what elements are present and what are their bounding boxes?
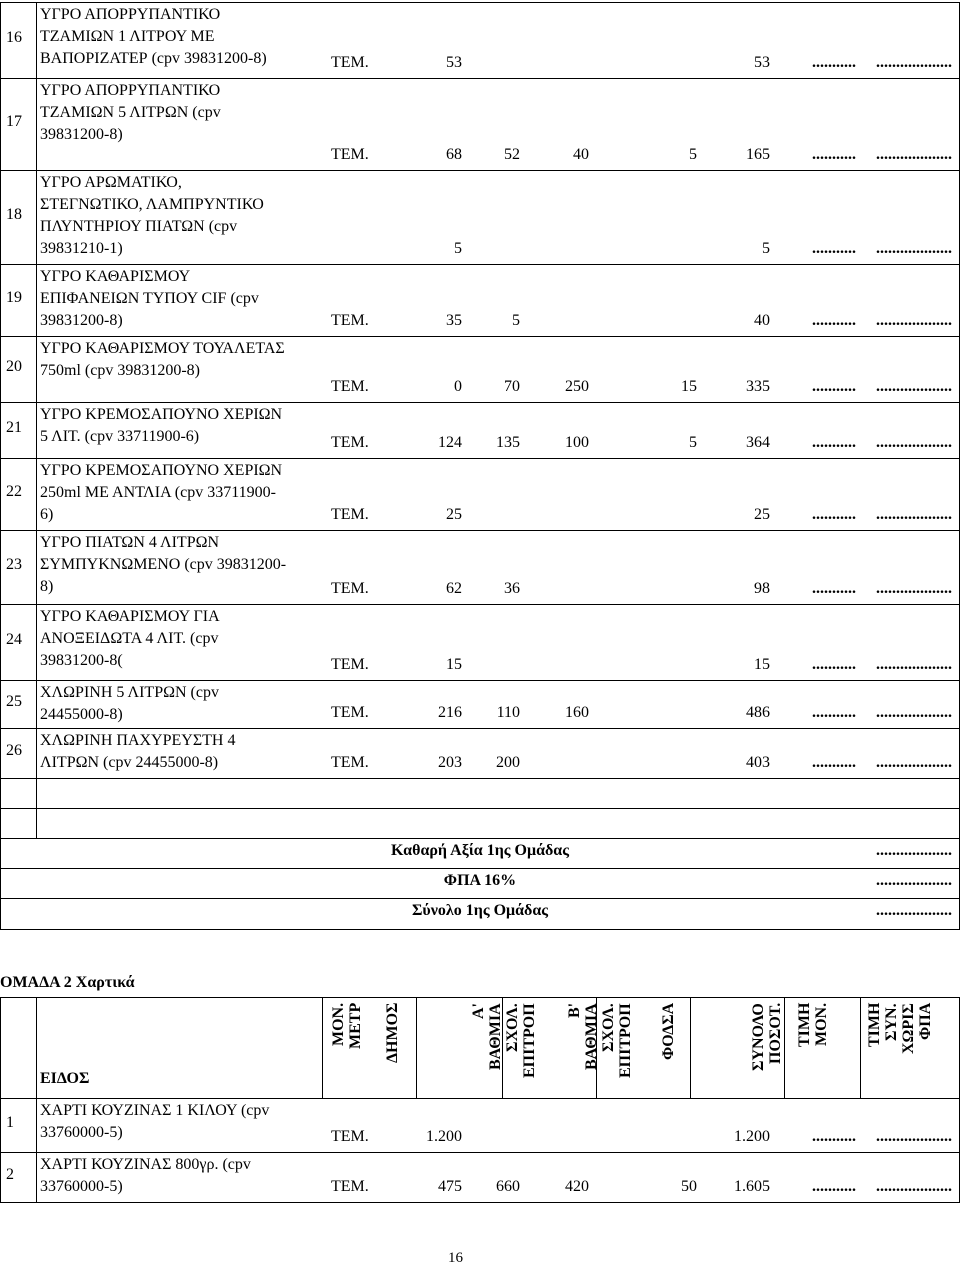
page-number: 16 (448, 1250, 463, 1266)
quantity-value: 53 (446, 54, 462, 71)
header-primary-school-committee (470, 1003, 538, 1094)
unit-price-dots: ........... (812, 754, 856, 771)
grid-line-v (36, 1152, 37, 1202)
quantity-value: 5 (689, 146, 697, 163)
total-price-dots: ................... (876, 378, 952, 395)
row-number: 18 (6, 206, 22, 223)
grid-line-v (36, 997, 37, 1098)
item-description: ΕΠΙΦΑΝΕΙΩΝ ΤΥΠΟΥ CIF (cpv (40, 290, 259, 307)
quantity-value: 25 (446, 506, 462, 523)
grid-line-v (0, 1152, 1, 1202)
item-description: ΧΑΡΤΙ ΚΟΥΖΙΝΑΣ 1 ΚΙΛΟΥ (cpv (40, 1102, 270, 1119)
grid-line-v (416, 997, 417, 1098)
grid-line-v (860, 997, 861, 1098)
quantity-value: 135 (496, 434, 520, 451)
item-description: ΒΑΠΟΡΙΖΑΤΕΡ (cpv 39831200-8) (40, 50, 267, 67)
grid-line-v (36, 1098, 37, 1152)
item-description: 24455000-8) (40, 706, 123, 723)
row-number: 23 (6, 556, 22, 573)
item-description: 750ml (cpv 39831200-8) (40, 362, 200, 379)
total-price-dots: ................... (876, 506, 952, 523)
unit-price-dots: ........... (812, 1178, 856, 1195)
item-description: 250ml ΜΕ ΑΝΤΛΙΑ (cpv 33711900- (40, 484, 276, 501)
total-price-dots: ................... (876, 146, 952, 163)
quantity-value: 5 (762, 240, 770, 257)
row-number: 22 (6, 483, 22, 500)
item-description: 8) (40, 578, 54, 595)
quantity-value: 1.200 (426, 1128, 462, 1145)
quantity-value: 165 (746, 146, 770, 163)
unit-price-dots: ........... (812, 1128, 856, 1145)
total-price-dots: ................... (876, 754, 952, 771)
summary-value-dots: ................... (876, 842, 952, 859)
header-primary-school-committee-text: Α' ΒΑΘΜΙΑ ΣΧΟΛ. ΕΠΙΤΡΟΠ (470, 1003, 538, 1078)
row-number: 2 (6, 1166, 14, 1183)
header-total-price-no-vat-text: ΤΙΜΗ ΣΥΝ. ΧΩΡΙΣ ΦΠΑ (866, 1003, 934, 1054)
total-price-dots: ................... (876, 434, 952, 451)
unit-of-measure: ΤΕΜ. (331, 506, 369, 523)
grid-line-v (0, 997, 1, 1098)
header-total-quantity-text: ΣΥΝΟΛΟ ΠΟΣΟΤ. (750, 1003, 784, 1071)
quantity-value: 35 (446, 312, 462, 329)
quantity-value: 110 (496, 704, 520, 721)
item-description: 39831200-8) (40, 126, 123, 143)
quantity-value: 335 (746, 378, 770, 395)
total-price-dots: ................... (876, 704, 952, 721)
quantity-value: 53 (754, 54, 770, 71)
total-price-dots: ................... (876, 240, 952, 257)
item-description: ΥΓΡΟ ΠΙΑΤΩΝ 4 ΛΙΤΡΩΝ (40, 534, 220, 551)
summary-value-dots: ................... (876, 902, 952, 919)
header-secondary-school-committee (566, 1003, 634, 1094)
item-description: ΣΥΜΠΥΚΝΩΜΕΝΟ (cpv 39831200- (40, 556, 287, 573)
unit-price-dots: ........... (812, 54, 856, 71)
header-total-quantity (750, 1003, 784, 1094)
table-row (0, 1152, 960, 1202)
grid-line-h (0, 997, 960, 998)
quantity-value: 40 (573, 146, 589, 163)
header-unit-text: ΜΟΝ. ΜΕΤΡ (330, 1003, 364, 1050)
item-description: ΥΓΡΟ ΚΡΕΜΟΣΑΠΟΥΝΟ ΧΕΡΙΩΝ (40, 462, 283, 479)
unit-price-dots: ........... (812, 434, 856, 451)
header-secondary-school-committee-text: Β' ΒΑΘΜΙΑ ΣΧΟΛ. ΕΠΙΤΡΟΠ (566, 1003, 634, 1078)
row-number: 19 (6, 289, 22, 306)
item-description: ΤΖΑΜΙΩΝ 1 ΛΙΤΡΟΥ ΜΕ (40, 28, 215, 45)
header-fodsa (660, 1003, 677, 1094)
row-number: 20 (6, 358, 22, 375)
quantity-value: 403 (746, 754, 770, 771)
unit-of-measure: ΤΕΜ. (331, 434, 369, 451)
item-description: 5 ΛΙΤ. (cpv 33711900-6) (40, 428, 200, 445)
item-description: ΥΓΡΟ ΚΑΘΑΡΙΣΜΟΥ (40, 268, 191, 285)
quantity-value: 40 (754, 312, 770, 329)
quantity-value: 200 (496, 754, 520, 771)
unit-of-measure: ΤΕΜ. (331, 754, 369, 771)
unit-price-dots: ........... (812, 240, 856, 257)
quantity-value: 62 (446, 580, 462, 597)
unit-price-dots: ........... (812, 580, 856, 597)
quantity-value: 486 (746, 704, 770, 721)
item-description: ΧΛΩΡΙΝΗ ΠΑΧΥΡΕΥΣΤΗ 4 (40, 732, 236, 749)
quantity-value: 68 (446, 146, 462, 163)
total-price-dots: ................... (876, 312, 952, 329)
total-price-dots: ................... (876, 1128, 952, 1145)
item-description: 39831200-8) (40, 312, 123, 329)
unit-price-dots: ........... (812, 146, 856, 163)
quantity-value: 475 (438, 1178, 462, 1195)
quantity-value: 1.200 (734, 1128, 770, 1145)
quantity-value: 70 (504, 378, 520, 395)
unit-of-measure: ΤΕΜ. (331, 704, 369, 721)
header-municipality (384, 1003, 401, 1094)
quantity-value: 15 (681, 378, 697, 395)
unit-of-measure: ΤΕΜ. (331, 1178, 369, 1195)
row-number: 26 (6, 742, 22, 759)
quantity-value: 250 (565, 378, 589, 395)
row-number: 1 (6, 1114, 14, 1131)
item-description: 39831200-8( (40, 652, 123, 669)
quantity-value: 5 (689, 434, 697, 451)
item-description: 6) (40, 506, 54, 523)
unit-of-measure: ΤΕΜ. (331, 146, 369, 163)
header-municipality-text: ΔΗΜΟΣ (384, 1003, 401, 1064)
summary-label: Σύνολο 1ης Ομάδας (411, 902, 549, 919)
quantity-value: 52 (504, 146, 520, 163)
quantity-value: 160 (565, 704, 589, 721)
header-unit-price-text: ΤΙΜΗ ΜΟΝ. (796, 1003, 830, 1048)
grid-line-v (784, 997, 785, 1098)
row-number: 17 (6, 113, 22, 130)
quantity-value: 216 (438, 704, 462, 721)
header-item: ΕΙΔΟΣ (40, 1070, 90, 1087)
header-fodsa-text: ΦΟΔΣΑ (660, 1003, 677, 1061)
item-description: ΧΛΩΡΙΝΗ 5 ΛΙΤΡΩΝ (cpv (40, 684, 219, 701)
header-unit-price (796, 1003, 830, 1094)
quantity-value: 1.605 (734, 1178, 770, 1195)
quantity-value: 15 (754, 656, 770, 673)
quantity-value: 36 (504, 580, 520, 597)
unit-of-measure: ΤΕΜ. (331, 378, 369, 395)
item-description: ΠΛΥΝΤΗΡΙΟΥ ΠΙΑΤΩΝ (cpv (40, 218, 238, 235)
item-description: ΧΑΡΤΙ ΚΟΥΖΙΝΑΣ 800γρ. (cpv (40, 1156, 251, 1173)
table-row (0, 1098, 960, 1152)
header-total-price-no-vat (866, 1003, 934, 1094)
quantity-value: 15 (446, 656, 462, 673)
quantity-value: 50 (681, 1178, 697, 1195)
quantity-value: 5 (454, 240, 462, 257)
item-description: 39831210-1) (40, 240, 123, 257)
item-description: ΥΓΡΟ ΚΑΘΑΡΙΣΜΟΥ ΓΙΑ (40, 608, 220, 625)
item-description: ΥΓΡΟ ΑΠΟΡΡΥΠΑΝΤΙΚΟ (40, 6, 221, 23)
quantity-value: 98 (754, 580, 770, 597)
item-description: ΥΓΡΟ ΚΑΘΑΡΙΣΜΟΥ ΤΟΥΑΛΕΤΑΣ (40, 340, 285, 357)
total-price-dots: ................... (876, 54, 952, 71)
unit-price-dots: ........... (812, 704, 856, 721)
unit-of-measure: ΤΕΜ. (331, 312, 369, 329)
item-description: ΣΤΕΓΝΩΤΙΚΟ, ΛΑΜΠΡΥΝΤΙΚΟ (40, 196, 264, 213)
unit-price-dots: ........... (812, 312, 856, 329)
unit-of-measure: ΤΕΜ. (331, 656, 369, 673)
item-description: 33760000-5) (40, 1124, 123, 1141)
unit-price-dots: ........... (812, 506, 856, 523)
quantity-value: 660 (496, 1178, 520, 1195)
quantity-value: 420 (565, 1178, 589, 1195)
unit-of-measure: ΤΕΜ. (331, 1128, 369, 1145)
summary-label: ΦΠΑ 16% (443, 872, 517, 889)
total-price-dots: ................... (876, 1178, 952, 1195)
item-description: ΛΙΤΡΩΝ (cpv 24455000-8) (40, 754, 219, 771)
unit-of-measure: ΤΕΜ. (331, 580, 369, 597)
header-unit (330, 1003, 364, 1094)
quantity-value: 100 (565, 434, 589, 451)
grid-line-h (0, 1152, 960, 1153)
item-description: ΤΖΑΜΙΩΝ 5 ΛΙΤΡΩΝ (cpv (40, 104, 221, 121)
total-price-dots: ................... (876, 656, 952, 673)
summary-value-dots: ................... (876, 872, 952, 889)
quantity-value: 203 (438, 754, 462, 771)
item-description: ΥΓΡΟ ΑΠΟΡΡΥΠΑΝΤΙΚΟ (40, 82, 221, 99)
row-number: 24 (6, 631, 22, 648)
quantity-value: 5 (512, 312, 520, 329)
grid-line-h (0, 1202, 960, 1203)
quantity-value: 124 (438, 434, 462, 451)
item-description: ΥΓΡΟ ΚΡΕΜΟΣΑΠΟΥΝΟ ΧΕΡΙΩΝ (40, 406, 283, 423)
total-price-dots: ................... (876, 580, 952, 597)
item-description: ΑΝΟΞΕΙΔΩΤΑ 4 ΛΙΤ. (cpv (40, 630, 219, 647)
summary-label: Καθαρή Αξία 1ης Ομάδας (391, 842, 569, 859)
grid-line-v (690, 997, 691, 1098)
item-description: 33760000-5) (40, 1178, 123, 1195)
row-number: 16 (6, 29, 22, 46)
grid-line-v (322, 997, 323, 1098)
unit-of-measure: ΤΕΜ. (331, 54, 369, 71)
quantity-value: 25 (754, 506, 770, 523)
unit-price-dots: ........... (812, 378, 856, 395)
row-number: 25 (6, 693, 22, 710)
unit-price-dots: ........... (812, 656, 856, 673)
row-number: 21 (6, 419, 22, 436)
grid-line-v (0, 1098, 1, 1152)
group2-title: ΟΜΑΔΑ 2 Χαρτικά (0, 974, 135, 991)
quantity-value: 364 (746, 434, 770, 451)
quantity-value: 0 (454, 378, 462, 395)
item-description: ΥΓΡΟ ΑΡΩΜΑΤΙΚΟ, (40, 174, 182, 191)
